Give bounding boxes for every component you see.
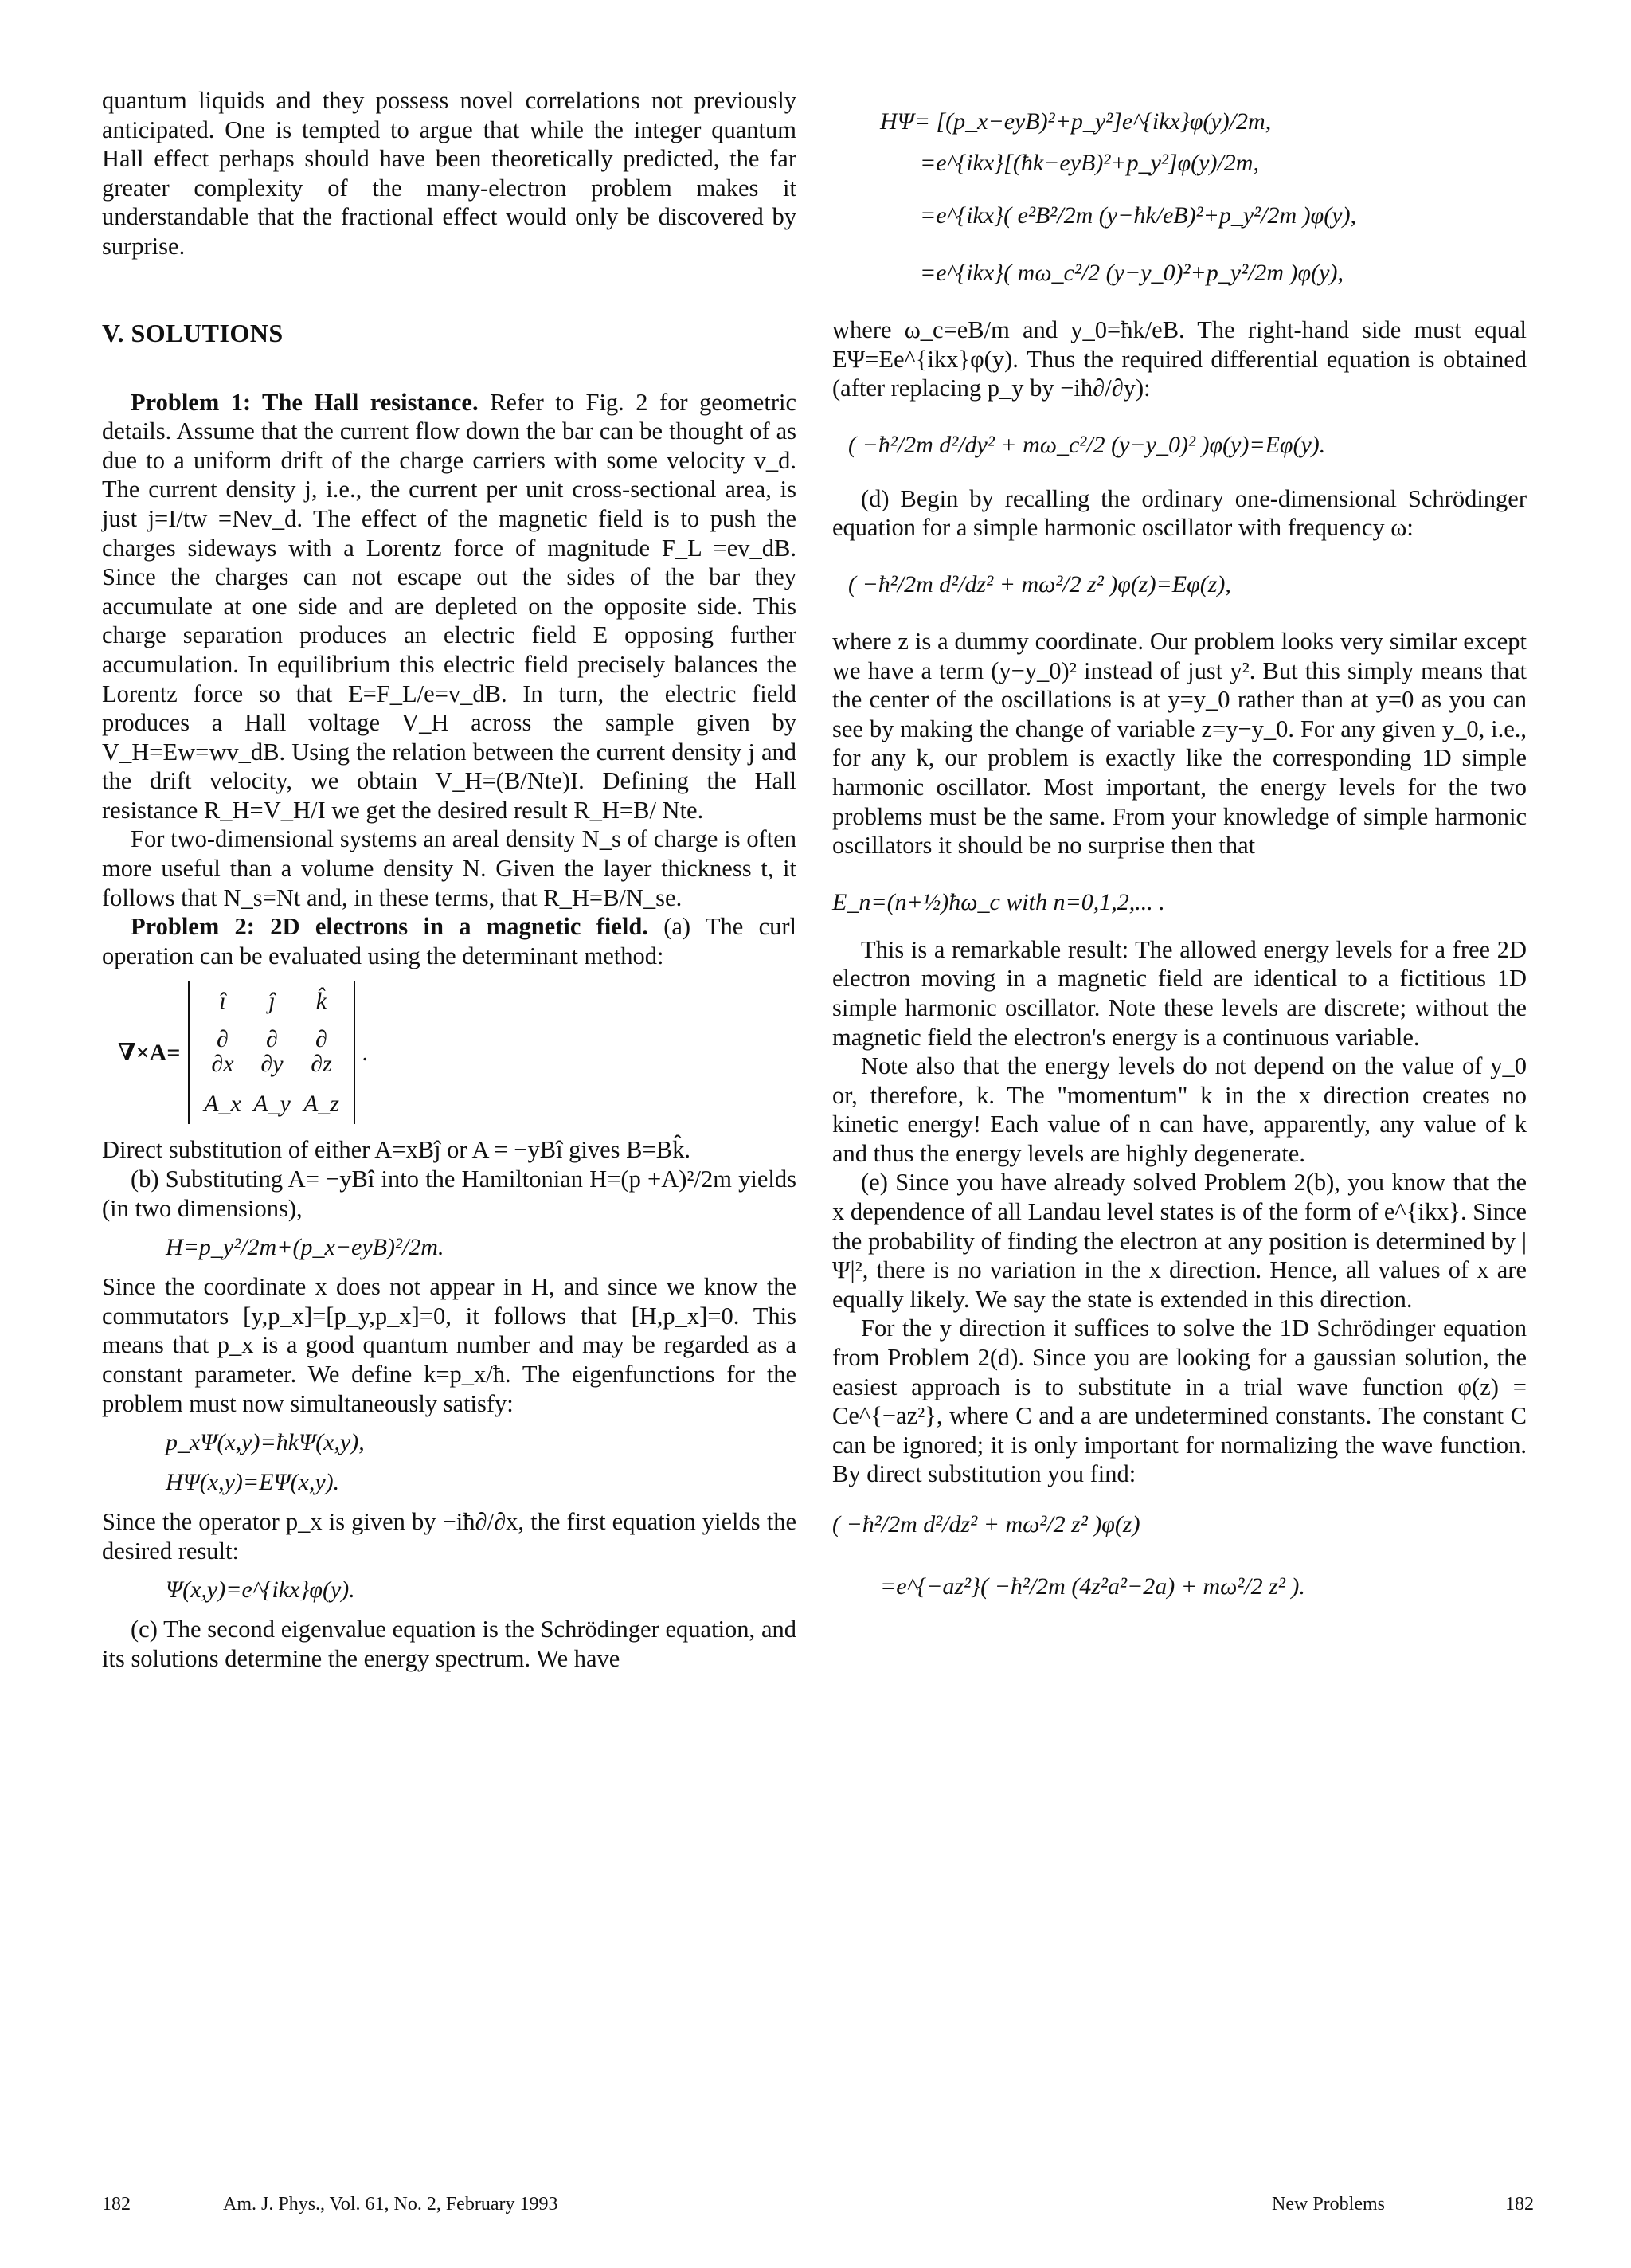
schrodinger-derivation: [880, 107, 1527, 288]
det-cell-ay: A_y: [253, 1091, 291, 1118]
sho-equation: ( −ħ²/2m d²/dz² + mω²/2 z² )φ(z)=Eφ(z),: [848, 570, 1231, 597]
section-title: V. SOLUTIONS: [102, 318, 284, 347]
part-d-paragraph: (d) Begin by recalling the ordinary one-dimensional Schrödinger equation for a simple harmonic oscillator with frequency ω:: [832, 484, 1527, 542]
areal-density-paragraph: For two-dimensional systems an areal density N_s of charge is often more useful than a volume density N. Given the layer thickness t, it follows that N_s=Nt and, in these terms, that R_H=B/N_se.: [102, 825, 796, 911]
derivation-line-4: =e^{ikx}( mω_c²/2 (y−y_0)²+p_y²/2m )φ(y),: [920, 260, 1344, 286]
momentum-eigen-equation: p_xΨ(x,y)=ħkΨ(x,y),: [166, 1429, 365, 1456]
problem2-part-a: (a) The curl operation can be evaluated using the determinant method:: [102, 913, 796, 969]
determinant-matrix: [188, 981, 355, 1124]
derivation-line-3: =e^{ikx}( e²B²/2m (y−ħk/eB)²+p_y²/2m )φ(y),: [920, 202, 1357, 229]
dummy-coordinate-paragraph: where z is a dummy coordinate. Our problem looks very similar except we have a term (y−y_0)² instead of just y². But this simply means that the center of the oscillations is at y=y_0 rather than at y=0 as you can see by making the change of variable z=y−y_0. For any given y_0, i.e., for any k, our problem is exactly like the corresponding 1D simple harmonic oscillator. Most important, the energy levels for the two problems must be the same. From your knowledge of simple harmonic oscillators it should be no surprise then that: [832, 627, 1527, 860]
problem1-text: Refer to Fig. 2 for geometric details. Assume that the current flow down the bar can be thought of as due to a uniform drift of the charge carriers with some velocity v_d. The current density j, i.e., the current per unit cross-sectional area, is just j=I/tw =Nev_d. The effect of the magnetic field is to push the charges sideways with a Lorentz force of magnitude F_L =ev_dB. Since the charges can not escape out the sides of the bar they accumulate at one side and are depleted on the opposite side. This charge separation produces an electric field E opposing further accumulation. In equilibrium this electric field precisely balances the Lorentz force so that E=F_L/e=v_dB. In turn, the electric field produces a Hall voltage V_H across the sample given by V_H=Ew=wv_dB. Using the relation between the current density j and the drift velocity, we obtain V_H=(B/Nte)I. Defining the Hall resistance R_H=V_H/I we get the desired result R_H=B/ Nte.: [102, 388, 796, 824]
right-column: [832, 94, 1527, 1615]
derivation-line-2: =e^{ikx}[(ħk−eyB)²+p_y²]φ(y)/2m,: [920, 150, 1259, 176]
problem1-heading: Problem 1: The Hall resistance.: [131, 388, 479, 416]
footer-section-name: New Problems: [1272, 2194, 1385, 2215]
det-cell-k: k̂: [315, 988, 327, 1015]
problem1-paragraph: [102, 388, 796, 825]
final-line-2: =e^{−az²}( −ħ²/2m (4z²a²−2a) + mω²/2 z² ).: [880, 1573, 1305, 1600]
derivation-line-1: HΨ= [(p_x−eyB)²+p_y²]e^{ikx}φ(y)/2m,: [880, 108, 1272, 135]
remarkable-paragraph: This is a remarkable result: The allowed energy levels for a free 2D electron moving in a magnetic field are identical to a fictitious 1D simple harmonic oscillator. Note these levels are discrete; without the magnetic field the electron's energy is a continuous variable.: [832, 935, 1527, 1051]
det-cell-i: î: [219, 988, 226, 1015]
commutator-paragraph: Since the coordinate x does not appear in H, and since we know the commutators [y,p_x]=[p_y,p_x]=0, it follows that [H,p_x]=0. This means that p_x is a good quantum number and may be regarded as a constant parameter. We define k=p_x/ħ. The eigenfunctions for the problem must now simultaneously satisfy:: [102, 1273, 796, 1417]
det-cell-az: A_z: [303, 1091, 339, 1118]
curl-label: ∇×A=: [118, 1040, 181, 1067]
problem2-heading: Problem 2: 2D electrons in a magnetic field.: [131, 913, 648, 941]
energy-eigen-equation: HΨ(x,y)=EΨ(x,y).: [166, 1469, 340, 1496]
differential-equation: ( −ħ²/2m d²/dy² + mω_c²/2 (y−y_0)² )φ(y)=Eφ(y).: [848, 431, 1326, 458]
operator-paragraph: Since the operator p_x is given by −iħ∂/∂x, the first equation yields the desired result:: [102, 1508, 796, 1565]
det-cell-j: ĵ: [268, 988, 276, 1015]
part-b-paragraph: (b) Substituting A= −yBî into the Hamiltonian H=(p +A)²/2m yields (in two dimensions),: [102, 1165, 796, 1222]
final-substitution: [832, 1510, 1527, 1602]
det-cell-dz: ∂ ∂z: [311, 1026, 332, 1078]
footer-page-number-right: 182: [1505, 2194, 1534, 2215]
final-line-1: ( −ħ²/2m d²/dz² + mω²/2 z² )φ(z): [832, 1511, 1140, 1537]
det-cell-ax: A_x: [204, 1091, 241, 1118]
degeneracy-paragraph: Note also that the energy levels do not depend on the value of y_0 or, therefore, k. The "momentum" k in the x direction creates no kinetic energy! Each value of n can have, apparently, any value of k and thus the energy levels are highly degenerate.: [832, 1052, 1527, 1167]
curl-determinant: ∇×A= î ĵ k̂ ∂ ∂x ∂ ∂y ∂ ∂z A_x A_y A_z .: [118, 981, 796, 1124]
hamiltonian-equation: H=p_y²/2m+(p_x−eyB)²/2m.: [166, 1234, 444, 1261]
det-cell-dx: ∂ ∂x: [211, 1026, 234, 1078]
det-cell-dy: ∂ ∂y: [260, 1026, 284, 1078]
wavefunction-equation: Ψ(x,y)=e^{ikx}φ(y).: [166, 1577, 355, 1604]
problem2-paragraph: [102, 912, 796, 970]
where-paragraph: where ω_c=eB/m and y_0=ħk/eB. The right-hand side must equal EΨ=Ee^{ikx}φ(y). Thus the required differential equation is obtained (after replacing p_y by −iħ∂/∂y):: [832, 316, 1527, 402]
part-e-paragraph: (e) Since you have already solved Problem 2(b), you know that the x dependence of all Landau level states is of the form of e^{ikx}. Since the probability of finding the electron at any position is determined by |Ψ|², there is no variation in the x direction. Hence, all values of x are equally likely. We say the state is extended in this direction.: [832, 1169, 1527, 1313]
footer-journal-citation: Am. J. Phys., Vol. 61, No. 2, February 1993: [223, 2194, 558, 2215]
landau-levels-equation: E_n=(n+½)ħω_c with n=0,1,2,... .: [832, 888, 1165, 915]
left-column: [102, 86, 796, 1674]
y-direction-paragraph: For the y direction it suffices to solve the 1D Schrödinger equation from Problem 2(d). Since you are looking for a gaussian solution, the easiest approach is to substitute in a trial wave function φ(z) = Ce^{−az²}, where C and a are undetermined constants. The constant C can be ignored; it is only important for normalizing the wave function. By direct substitution you find:: [832, 1314, 1527, 1488]
part-c-paragraph: (c) The second eigenvalue equation is the Schrödinger equation, and its solutions determine the energy spectrum. We have: [102, 1616, 796, 1672]
footer-page-number-left: 182: [102, 2194, 131, 2215]
intro-paragraph: quantum liquids and they possess novel correlations not previously anticipated. One is tempted to argue that while the integer quantum Hall effect perhaps should have been theoretically predicted, the far greater complexity of the many-electron problem makes it understandable that the fractional effect would only be discovered by surprise.: [102, 87, 796, 260]
direct-substitution-paragraph: Direct substitution of either A=xBĵ or A = −yBî gives B=Bk̂.: [102, 1136, 690, 1164]
